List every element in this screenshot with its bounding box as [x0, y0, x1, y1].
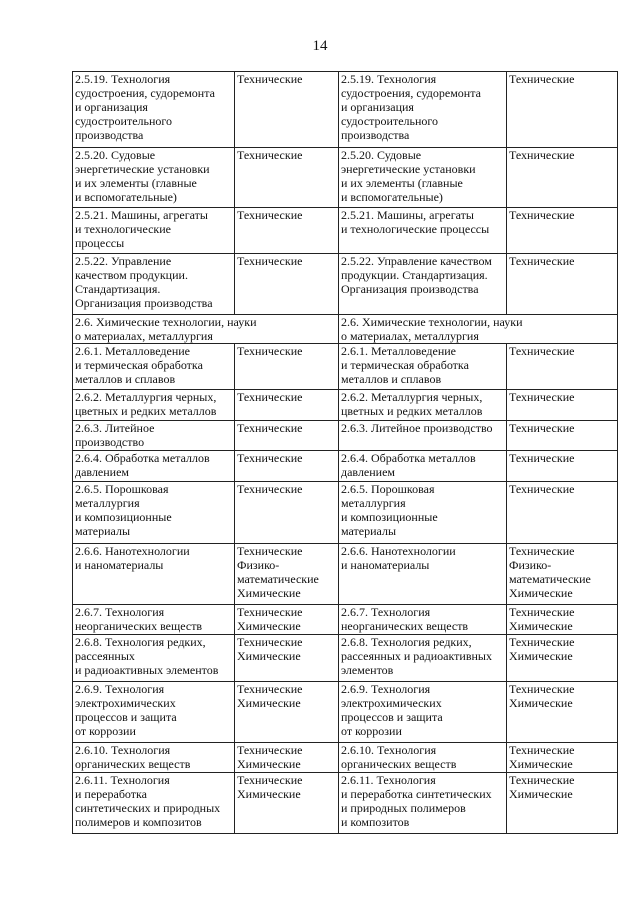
new-science-branch-cell: Технические Химические — [507, 605, 618, 635]
old-science-branch-cell: Технические — [235, 390, 339, 421]
table-row — [73, 635, 618, 682]
new-specialty-cell: 2.6.6. Нанотехнологии и наноматериалы — [339, 544, 507, 605]
new-specialty-cell: 2.6.11. Технология и переработка синтетических и природных полимеров и композитов — [339, 773, 507, 834]
table-row — [73, 682, 618, 743]
old-science-branch-cell: Технические — [235, 451, 339, 482]
old-science-branch-cell: Технические — [235, 148, 339, 208]
new-specialty-cell: 2.6.8. Технология редких, рассеянных и радиоактивных элементов — [339, 635, 507, 682]
old-specialty-cell: 2.6.2. Металлургия черных, цветных и редких металлов — [73, 390, 235, 421]
new-science-branch-cell: Технические — [507, 254, 618, 315]
old-specialty-cell: 2.5.20. Судовые энергетические установки и их элементы (главные и вспомогательные) — [73, 148, 235, 208]
old-science-branch-cell: Технические Химические — [235, 682, 339, 743]
old-science-branch-cell: Технические Химические — [235, 743, 339, 773]
new-specialty-cell: 2.5.22. Управление качеством продукции. Стандартизация. Организация производства — [339, 254, 507, 315]
new-specialty-cell: 2.5.20. Судовые энергетические установки и их элементы (главные и вспомогательные) — [339, 148, 507, 208]
new-specialty-cell: 2.6.9. Технология электрохимических процессов и защита от коррозии — [339, 682, 507, 743]
new-science-branch-cell: Технические — [507, 148, 618, 208]
new-specialty-cell: 2.5.19. Технология судостроения, судоремонта и организация судостроительного производства — [339, 72, 507, 148]
old-specialty-cell: 2.5.22. Управление качеством продукции. Стандартизация. Организация производства — [73, 254, 235, 315]
table-row — [73, 482, 618, 544]
table-row — [73, 344, 618, 390]
new-science-branch-cell: Технические Химические — [507, 635, 618, 682]
new-science-branch-cell: Технические — [507, 482, 618, 544]
old-specialty-cell: 2.6.9. Технология электрохимических процессов и защита от коррозии — [73, 682, 235, 743]
new-science-branch-cell: Технические — [507, 421, 618, 451]
old-specialty-cell: 2.6.5. Порошковая металлургия и композиционные материалы — [73, 482, 235, 544]
section-row — [73, 315, 618, 344]
table-row — [73, 544, 618, 605]
old-specialty-cell: 2.6.3. Литейное производство — [73, 421, 235, 451]
new-science-branch-cell: Технические Физико- математические Химические — [507, 544, 618, 605]
old-specialty-cell: 2.6.8. Технология редких, рассеянных и радиоактивных элементов — [73, 635, 235, 682]
section-heading-right: 2.6. Химические технологии, науки о материалах, металлургия — [339, 315, 618, 344]
new-science-branch-cell: Технические — [507, 208, 618, 254]
new-specialty-cell: 2.5.21. Машины, агрегаты и технологические процессы — [339, 208, 507, 254]
old-science-branch-cell: Технические — [235, 254, 339, 315]
new-specialty-cell: 2.6.4. Обработка металлов давлением — [339, 451, 507, 482]
table-row — [73, 773, 618, 834]
old-science-branch-cell: Технические Химические — [235, 605, 339, 635]
old-science-branch-cell: Технические Химические — [235, 635, 339, 682]
table-row — [73, 72, 618, 148]
table-row — [73, 605, 618, 635]
table-row — [73, 390, 618, 421]
new-science-branch-cell: Технические — [507, 344, 618, 390]
old-specialty-cell: 2.6.1. Металловедение и термическая обработка металлов и сплавов — [73, 344, 235, 390]
old-specialty-cell: 2.5.21. Машины, агрегаты и технологические процессы — [73, 208, 235, 254]
new-science-branch-cell: Технические Химические — [507, 682, 618, 743]
table-row — [73, 148, 618, 208]
old-specialty-cell: 2.5.19. Технология судостроения, судоремонта и организация судостроительного производства — [73, 72, 235, 148]
table-row — [73, 254, 618, 315]
old-specialty-cell: 2.6.10. Технология органических веществ — [73, 743, 235, 773]
old-specialty-cell: 2.6.11. Технология и переработка синтетических и природных полимеров и композитов — [73, 773, 235, 834]
specialties-table — [72, 71, 618, 834]
table-row — [73, 451, 618, 482]
old-science-branch-cell: Технические — [235, 344, 339, 390]
old-science-branch-cell: Технические — [235, 208, 339, 254]
new-science-branch-cell: Технические Химические — [507, 743, 618, 773]
page-number: 14 — [312, 38, 328, 54]
new-specialty-cell: 2.6.3. Литейное производство — [339, 421, 507, 451]
table-row — [73, 208, 618, 254]
section-heading-left: 2.6. Химические технологии, науки о материалах, металлургия — [73, 315, 339, 344]
new-specialty-cell: 2.6.2. Металлургия черных, цветных и редких металлов — [339, 390, 507, 421]
old-science-branch-cell: Технические Химические — [235, 773, 339, 834]
old-science-branch-cell: Технические — [235, 72, 339, 148]
old-science-branch-cell: Технические — [235, 421, 339, 451]
new-specialty-cell: 2.6.7. Технология неорганических веществ — [339, 605, 507, 635]
new-science-branch-cell: Технические — [507, 390, 618, 421]
new-science-branch-cell: Технические — [507, 451, 618, 482]
new-science-branch-cell: Технические Химические — [507, 773, 618, 834]
new-specialty-cell: 2.6.5. Порошковая металлургия и композиционные материалы — [339, 482, 507, 544]
old-science-branch-cell: Технические — [235, 482, 339, 544]
old-science-branch-cell: Технические Физико- математические Химические — [235, 544, 339, 605]
table-row — [73, 743, 618, 773]
table-row — [73, 421, 618, 451]
new-specialty-cell: 2.6.1. Металловедение и термическая обработка металлов и сплавов — [339, 344, 507, 390]
new-specialty-cell: 2.6.10. Технология органических веществ — [339, 743, 507, 773]
old-specialty-cell: 2.6.6. Нанотехнологии и наноматериалы — [73, 544, 235, 605]
new-science-branch-cell: Технические — [507, 72, 618, 148]
old-specialty-cell: 2.6.7. Технология неорганических веществ — [73, 605, 235, 635]
old-specialty-cell: 2.6.4. Обработка металлов давлением — [73, 451, 235, 482]
